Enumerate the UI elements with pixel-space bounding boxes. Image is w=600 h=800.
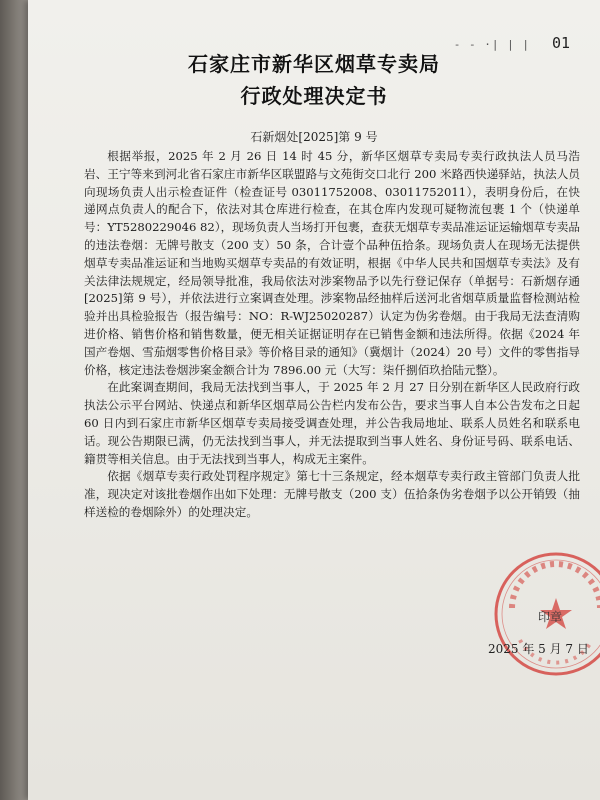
document-date: 2025 年 5 月 7 日: [488, 642, 589, 656]
page-number: 01: [551, 34, 570, 52]
paragraph-facts: 根据举报，2025 年 2 月 26 日 14 时 45 分，新华区烟草专卖局专卖行政执法人员马浩岩、王宁等来到河北省石家庄市新华区联盟路与文苑街交口北行 200 米路西快递驿站，执法人员向现场负责人出示检查证件（检查证号 03011752008、03011752011），表明身份后，在快递网点负责人的配合下，依法对其仓库进行检查，在其仓库内发现可疑物流包裹 1 个（快递单号：YT5280229046 82），现场负责人当场打开包裹，查获无烟草专卖品准运证运输烟草专卖品的违法卷烟：无牌号散支（200 支）50 条，合计壹个品种伍拾条。现场负责人在现场无法提供烟草专卖品准运证和当地购买烟草专卖品的有效证明，根据《中华人民共和国烟草专卖法》及有关法律法规规定，经局领导批准，我局依法对涉案物品予以先行登记保存（单据号：石新烟存通[2025]第 9 号），并依法进行立案调查处理。涉案物品经抽样后送河北省烟草质量监督检测站检验并出具检验报告（报告编号：NO：R-WJ25020287）认定为伪劣卷烟。由于我局无法查清购进价格、销售价格和销售数量，便无相关证据证明存在已销售金额和违法所得。依据《2024 年国产卷烟、雪茄烟零售价格目录》等价格目录的通知》（冀烟计（2024）20 号）文件的零售指导价格，核定违法卷烟涉案金额合计为 7896.00 元（大写：柒仟捌佰玖拾陆元整）。: [84, 149, 580, 377]
paragraph-investigation: 在此案调查期间，我局无法找到当事人，于 2025 年 2 月 27 日分别在新华区人民政府行政执法公示平台网站、快递点和新华区烟草局公告栏内发布公告，要求当事人自本公告发布之日起 60 日内到石家庄市新华区烟草专卖局接受调查处理，并公告我局地址、联系人员姓名和联系电话。现公告期限已满，仍无法找到当事人，并无法提取到当事人姓名、身份证号码、联系电话、籍贯等相关信息。由于无法找到当事人，构成无主案件。: [84, 380, 580, 466]
document-number: 石新烟处[2025]第 9 号: [250, 130, 378, 144]
paragraph-decision: 依据《烟草专卖行政处罚程序规定》第七十三条规定，经本烟草专卖行政主管部门负责人批准，现决定对该批卷烟作出如下处理：无牌号散支（200 支）伍拾条伪劣卷烟予以公开销毁（抽样送检的卷烟除外）的处理决定。: [84, 469, 580, 519]
header-scan-marks: - - ·| | |: [453, 38, 530, 51]
seal-label: 印章: [538, 610, 563, 624]
document-title-type: 行政处理决定书: [240, 84, 388, 108]
document-title-org: 石家庄市新华区烟草专卖局: [188, 52, 440, 76]
document-page: [28, 0, 600, 800]
document-body: [84, 148, 580, 522]
page-edge-shadow: [0, 0, 28, 800]
